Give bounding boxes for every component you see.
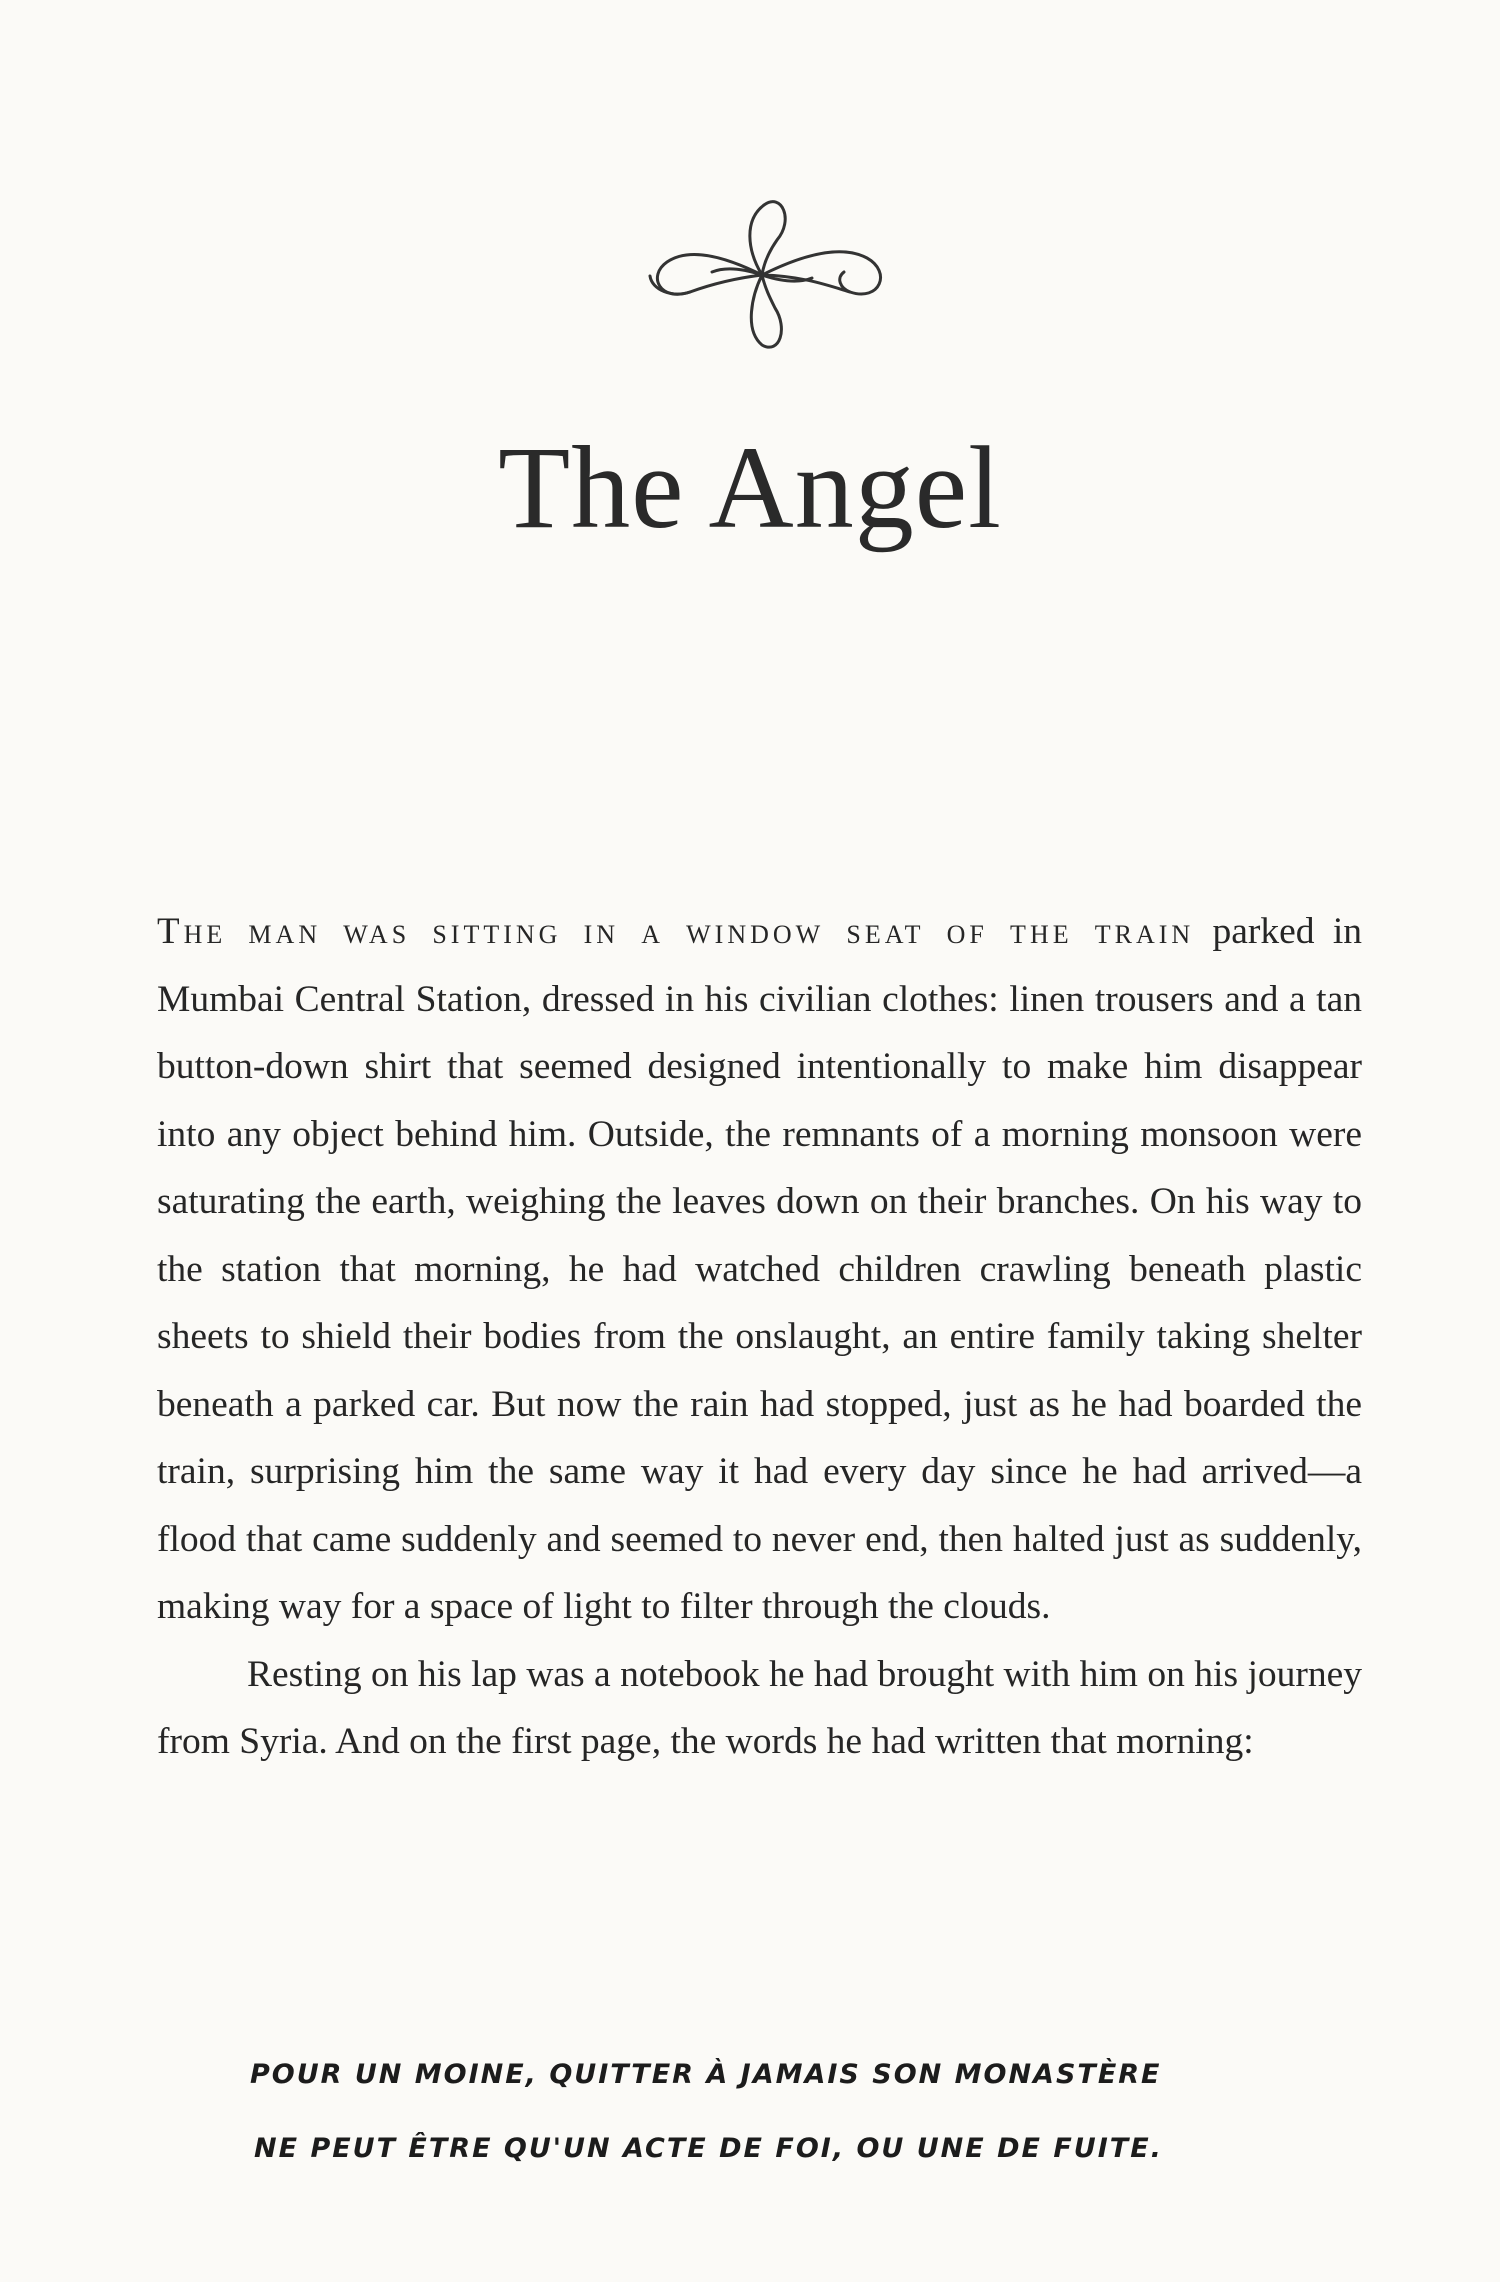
chapter-body bbox=[157, 898, 1362, 1776]
paragraph-2: Resting on his lap was a notebook he had brought with him on his journey from Syria. And on the first page, the words he had written that morning: bbox=[157, 1653, 1362, 1762]
flourish-ornament-icon bbox=[612, 180, 912, 370]
paragraph-1-text: parked in Mumbai Central Station, dressed in his civilian clothes: linen trousers and a tan button-down shirt that seemed designed intentionally to make him disappear into any object behind him. Outside, the remnants of a morning monsoon were saturating the earth, weighing the leaves down on their branches. On his way to the station that morning, he had watched children crawling beneath plastic sheets to shield their bodies from the onslaught, an entire family taking shelter beneath a parked car. But now the rain had stopped, just as he had boarded the train, surprising him the same way it had every day since he had arrived—a flood that came suddenly and seemed to never end, then halted just as suddenly, making way for a space of light to filter through the clouds. bbox=[157, 911, 1363, 1627]
lead-in-small-caps: The man was sitting in a window seat of the train bbox=[157, 911, 1195, 952]
paragraph-1 bbox=[157, 898, 1362, 1641]
handwritten-line-1: POUR UN MOINE, QUITTER À JAMAIS SON MONASTÈRE bbox=[250, 2059, 1162, 2090]
handwritten-note bbox=[250, 2038, 1250, 2186]
chapter-title: The Angel bbox=[498, 422, 1002, 553]
handwritten-line-2: NE PEUT ÊTRE QU'UN ACTE DE FOI, OU UNE DE FUITE. bbox=[254, 2133, 1163, 2164]
